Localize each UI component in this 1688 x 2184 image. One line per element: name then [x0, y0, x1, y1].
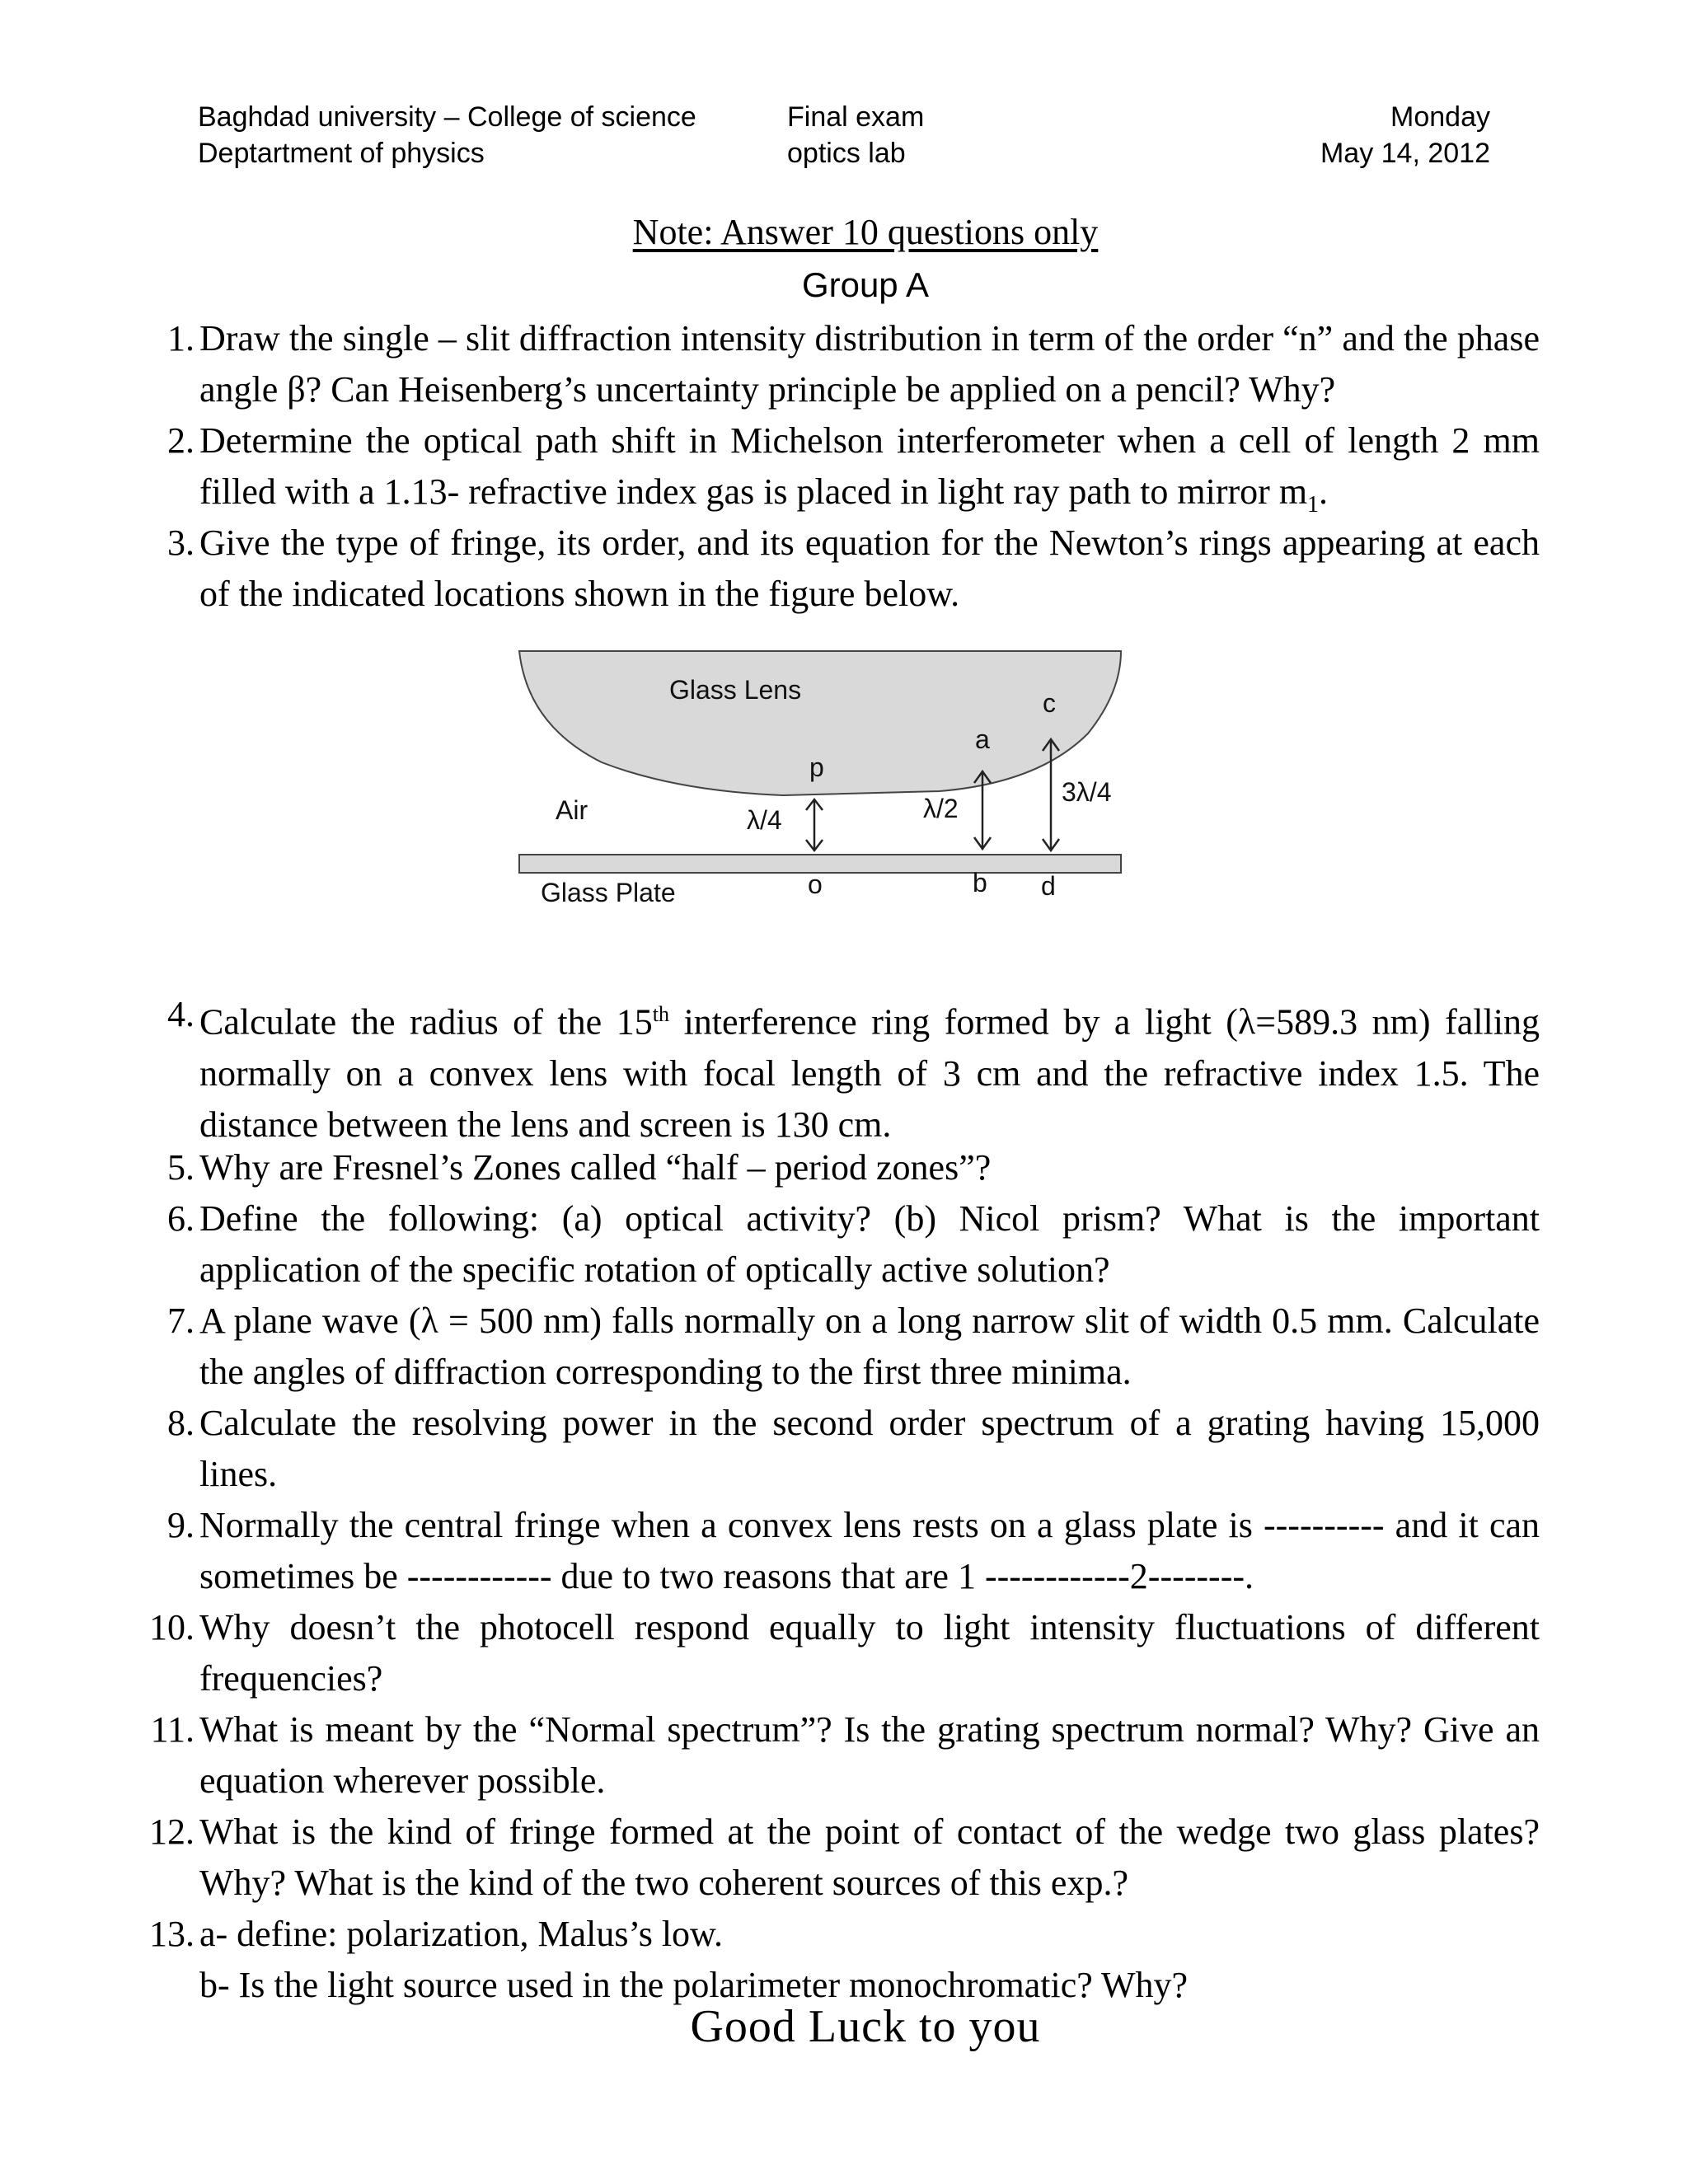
newtons-rings-figure: [511, 643, 1137, 923]
question-number: 12.: [149, 1811, 195, 1852]
question-number: 10.: [149, 1607, 195, 1647]
exam-type: Final exam: [787, 101, 925, 133]
question-8: [140, 1398, 1540, 1500]
question-7: [140, 1296, 1540, 1398]
question-text: What is meant by the “Normal spectrum”? Is the grating spectrum normal? Why? Give an equation wherever possible.: [199, 1709, 1540, 1801]
point-o: o: [808, 869, 823, 899]
header-left: [198, 99, 696, 171]
department-name: Deptartment of physics: [198, 138, 485, 169]
question-number: 13.: [149, 1914, 195, 1954]
question-12: [140, 1807, 1540, 1909]
question-number: 6.: [167, 1198, 195, 1239]
question-number: 8.: [167, 1403, 195, 1443]
question-number: 7.: [167, 1301, 195, 1341]
question-10: [140, 1602, 1540, 1704]
question-text: [199, 1909, 1540, 2011]
point-a: a: [975, 724, 990, 754]
gap-label-po: λ/4: [747, 805, 782, 835]
exam-day: Monday: [1390, 101, 1490, 133]
question-text: Give the type of fringe, its order, and its equation for the Newton’s rings appearing at each of the indicated locations shown in the figure below.: [199, 523, 1540, 614]
arrow-po: [806, 799, 823, 851]
question-9: [140, 1500, 1540, 1602]
question-number: 5.: [167, 1147, 195, 1188]
question-2: [140, 415, 1540, 531]
question-number: 3.: [167, 523, 195, 563]
closing-message: Good Luck to you: [690, 2001, 1041, 2052]
question-text: Define the following: (a) optical activity? (b) Nicol prism? What is the important application of the specific rotation of optically active solution?: [199, 1198, 1540, 1290]
question-text: Why are Fresnel’s Zones called “half – period zones”?: [199, 1147, 992, 1188]
question-number: 4.: [167, 994, 195, 1034]
question-number: 1.: [167, 318, 195, 359]
question-text: Draw the single – slit diffraction intensity distribution in term of the order “n” and the phase angle β? Can Heisenberg’s uncertainty principle be applied on a pencil? Why?: [199, 318, 1540, 410]
question-text: Calculate the radius of the 15th interference ring formed by a light (λ=589.3 nm) falling normally on a convex lens with focal length of 3 cm and the refractive index 1.5. The distance between the lens and screen is 130 cm.: [199, 1001, 1540, 1145]
question-part-b: b- Is the light source used in the polarimeter monochromatic? Why?: [199, 1965, 1189, 2005]
gap-label-cd: 3λ/4: [1062, 777, 1112, 807]
lens-label: Glass Lens: [669, 675, 802, 705]
question-number: 9.: [167, 1505, 195, 1545]
point-p: p: [809, 752, 824, 782]
question-1: [140, 313, 1540, 415]
university-name: Baghdad university – College of science: [198, 101, 696, 133]
exam-date: May 14, 2012: [1320, 138, 1490, 169]
question-5: [140, 1142, 1540, 1193]
question-text: Calculate the resolving power in the second order spectrum of a grating having 15,000 lines.: [199, 1403, 1540, 1494]
air-label: Air: [556, 795, 588, 825]
header-right: [1320, 99, 1490, 171]
question-3: [140, 518, 1540, 620]
plate-label: Glass Plate: [541, 878, 676, 907]
question-text: Normally the central fringe when a convex lens rests on a glass plate is ---------- and it can sometimes be ------------ due to two reasons that are 1 ------------2--------.: [199, 1505, 1540, 1596]
question-13: [140, 1909, 1540, 2011]
point-b: b: [973, 868, 987, 898]
question-text: What is the kind of fringe formed at the point of contact of the wedge two glass plates? Why? What is the kind of the two coherent sources of this exp.?: [199, 1811, 1540, 1903]
question-number: 11.: [150, 1709, 195, 1750]
question-part-a: a- define: polarization, Malus’s low.: [199, 1914, 723, 1954]
question-6: [140, 1193, 1540, 1296]
course-name: optics lab: [787, 138, 906, 169]
header-middle: [787, 99, 924, 171]
question-text: Why doesn’t the photocell respond equally to light intensity fluctuations of different frequencies?: [199, 1607, 1540, 1699]
question-11: [140, 1704, 1540, 1807]
exam-note: Note: Answer 10 questions only: [632, 212, 1099, 252]
group-heading: Group A: [801, 265, 930, 304]
question-number: 2.: [167, 420, 195, 461]
gap-label-ab: λ/2: [923, 794, 959, 823]
question-text: A plane wave (λ = 500 nm) falls normally on a long narrow slit of width 0.5 mm. Calculate the angles of diffraction corresponding to the first three minima.: [199, 1301, 1540, 1392]
question-text: Determine the optical path shift in Michelson interferometer when a cell of length 2 mm filled with a 1.13- refractive index gas is placed in light ray path to mirror $m_1$.: [199, 420, 1540, 518]
subscript: 1: [1307, 491, 1320, 518]
point-c: c: [1043, 688, 1056, 718]
question-4: [140, 989, 1540, 1151]
point-d: d: [1041, 871, 1056, 901]
superscript: th: [652, 1002, 669, 1026]
